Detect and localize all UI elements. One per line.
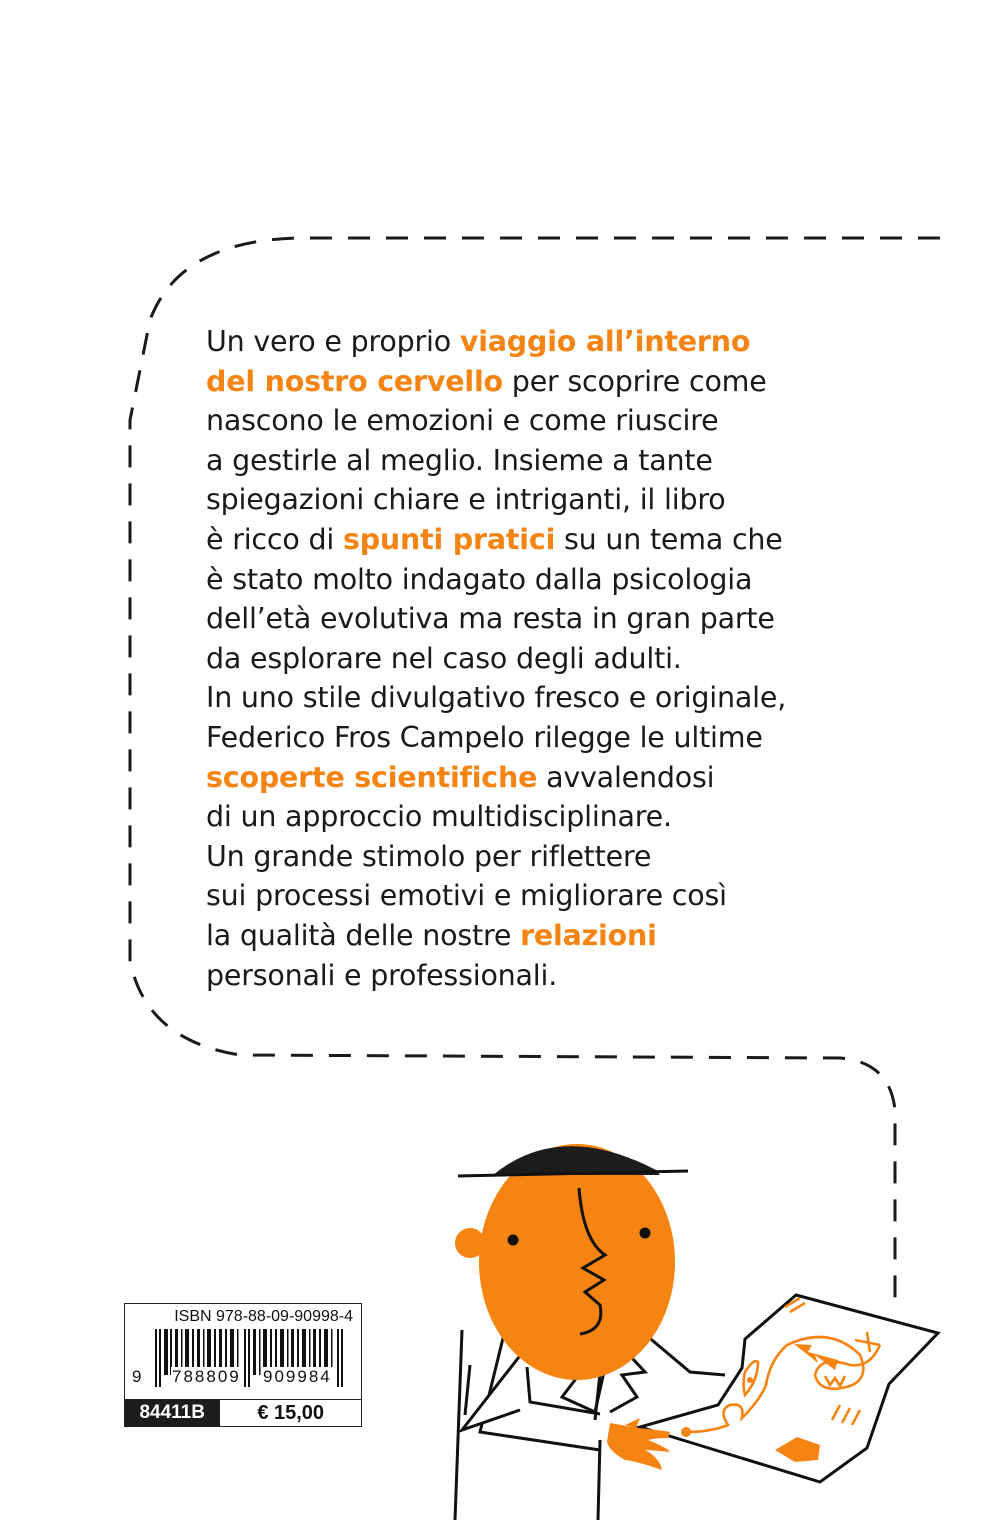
- blurb-text: Un vero e proprio: [206, 325, 460, 358]
- blurb-line: personali e professionali.: [206, 958, 558, 992]
- blurb-line: sui processi emotivi e migliorare così: [206, 879, 727, 913]
- blurb-line: [206, 362, 886, 402]
- blurb-text: è ricco di: [206, 522, 343, 556]
- map-icon: [640, 1295, 938, 1482]
- isbn-barcode-label: [124, 1303, 362, 1427]
- blurb-line: nascono le emozioni e come riuscire: [206, 404, 719, 438]
- barcode-digit-first: 9: [132, 1367, 144, 1386]
- product-code: 84411B: [125, 1400, 219, 1426]
- blurb-highlight: relazioni: [520, 918, 657, 952]
- blurb-line: spiegazioni chiare e intriganti, il libro: [206, 483, 726, 517]
- blurb-text: per scoprire come: [502, 364, 767, 398]
- blurb-line: da esplorare nel caso degli adulti.: [206, 641, 682, 675]
- blurb-highlight: spunti pratici: [342, 522, 556, 556]
- barcode-digits-right: 909984: [263, 1367, 332, 1386]
- barcode-digits-left: 788809: [172, 1367, 241, 1386]
- blurb-text: su un tema che: [555, 522, 783, 556]
- blurb-highlight: viaggio all’interno: [459, 325, 751, 358]
- blurb-text: avvalendosi: [537, 760, 715, 794]
- blurb-line: [206, 322, 886, 362]
- price: € 15,00: [219, 1400, 361, 1426]
- isbn-number: ISBN 978-88-09-90998-4: [174, 1308, 353, 1325]
- back-cover-blurb: [206, 322, 886, 995]
- blurb-text: la qualità delle nostre: [206, 918, 521, 952]
- blurb-line: dell’età evolutiva ma resta in gran parte: [206, 602, 775, 636]
- head-icon: [455, 1144, 688, 1380]
- blurb-highlight: scoperte scientifiche: [206, 760, 538, 794]
- blurb-line: Federico Fros Campelo rilegge le ultime: [206, 720, 763, 754]
- price-bar: [125, 1399, 361, 1426]
- blurb-line: a gestirle al meglio. Insieme a tante: [206, 443, 713, 477]
- blurb-line: [206, 520, 886, 560]
- blurb-line: [206, 758, 886, 798]
- blurb-line: [206, 916, 886, 956]
- blurb-line: è stato molto indagato dalla psicologia: [206, 562, 753, 596]
- blurb-line: di un approccio multidisciplinare.: [206, 800, 672, 834]
- blurb-line: In uno stile divulgativo fresco e originale,: [206, 681, 787, 715]
- blurb-line: Un grande stimolo per riflettere: [206, 839, 652, 873]
- blurb-highlight: del nostro cervello: [206, 364, 503, 398]
